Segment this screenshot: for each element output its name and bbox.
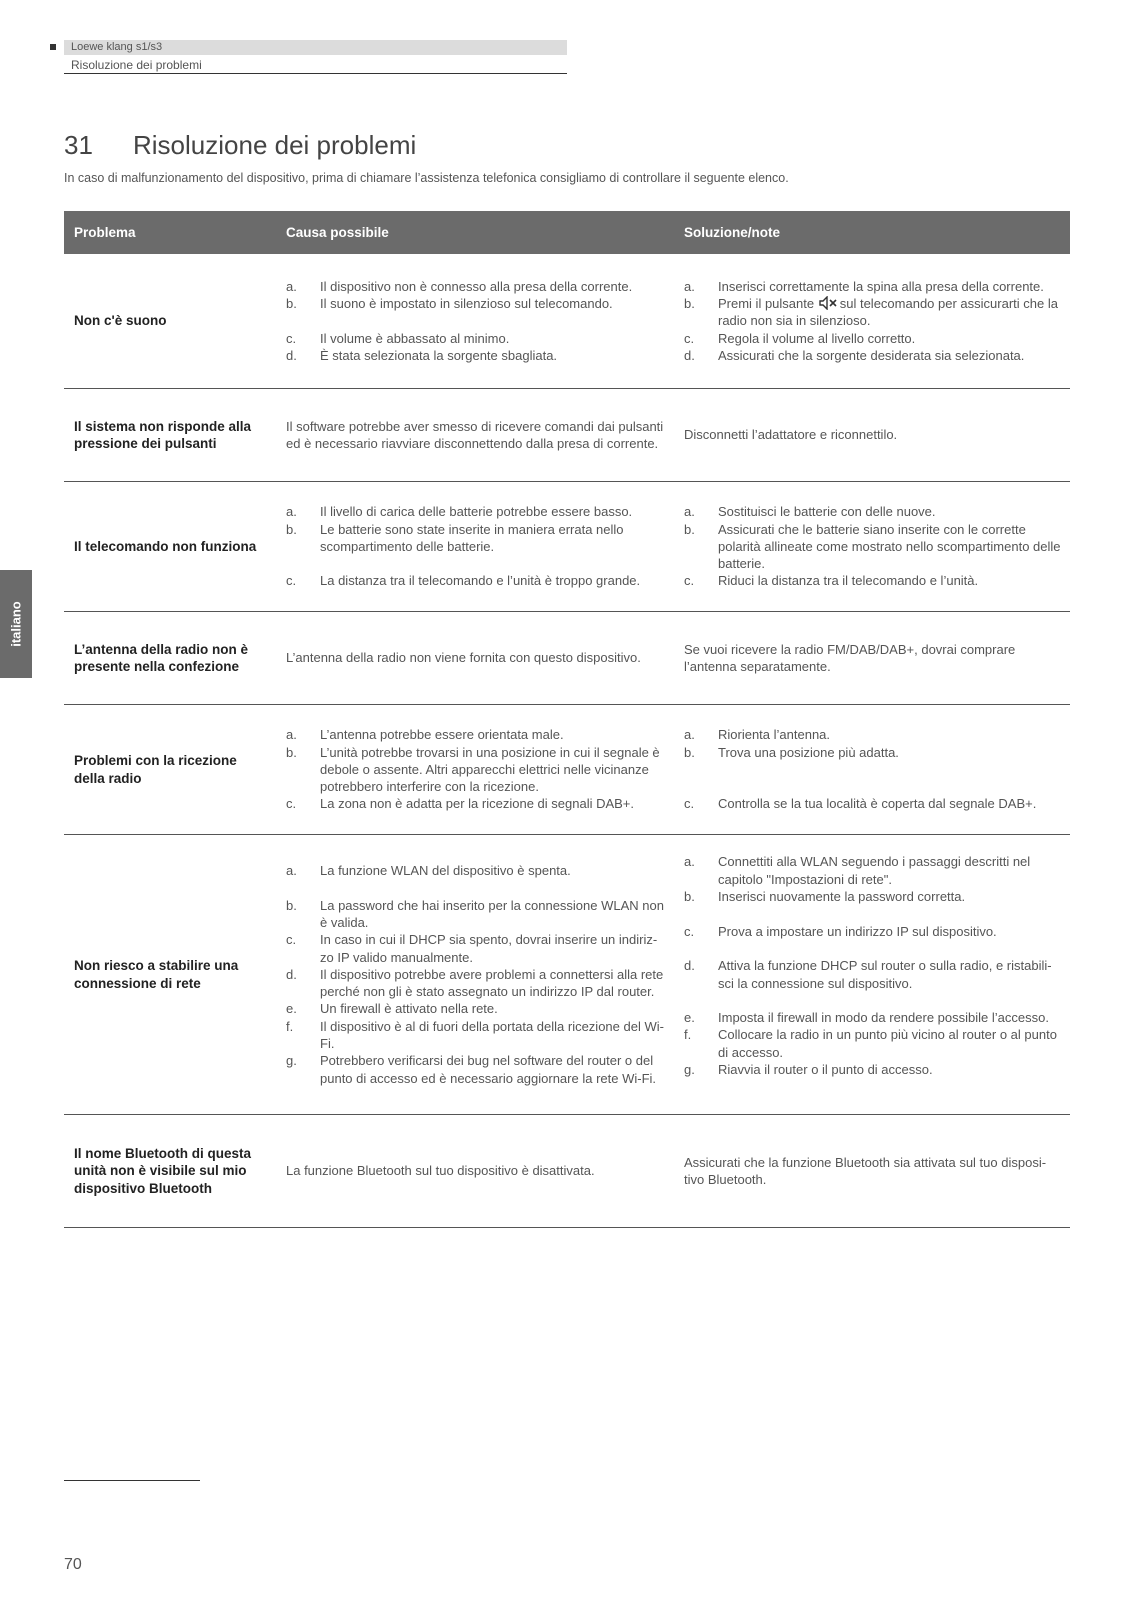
list-item	[286, 1052, 664, 1087]
list-item-label: e.	[684, 1010, 695, 1026]
list-item	[286, 795, 664, 812]
list-item	[286, 330, 664, 347]
list-item-text: Riorienta l’antenna.	[718, 727, 831, 743]
cause-cell	[286, 254, 664, 388]
list-item	[684, 1009, 1064, 1026]
list-item-label: b.	[684, 889, 695, 905]
list-spacer	[684, 778, 1064, 795]
list-spacer	[684, 905, 1064, 922]
list-item-text: Controlla se la tua località è coperta dal segnale DAB+.	[718, 796, 1037, 812]
solution-cell	[684, 389, 1064, 481]
list-item	[286, 347, 664, 364]
list-item-label: f.	[684, 1027, 692, 1043]
table-row	[64, 705, 1070, 835]
language-tab	[0, 570, 32, 678]
list-item-text: Il dispositivo potrebbe avere problemi a connettersi alla rete perché non gli è stato assegnato un indirizzo IP dal router.	[320, 966, 664, 1000]
list-item-text: Un firewall è attivato nella rete.	[320, 1001, 498, 1017]
header-section: Risoluzione dei problemi	[71, 58, 202, 72]
column-header-solution: Soluzione/note	[684, 225, 780, 240]
list-item	[684, 347, 1064, 364]
cause-cell	[286, 389, 664, 481]
list-item-label: a.	[286, 727, 297, 743]
troubleshooting-table	[64, 211, 1070, 1228]
cause-cell	[286, 705, 664, 834]
list-item	[286, 503, 664, 520]
list-item-text: Riduci la distanza tra il telecomando e l’unità.	[718, 573, 979, 589]
item-list	[684, 726, 1064, 812]
list-item	[684, 1026, 1064, 1061]
list-item-label: a.	[286, 278, 297, 294]
list-item	[286, 1018, 664, 1053]
list-item-label: a.	[684, 504, 695, 520]
problem-text: L’antenna della radio non è presente nella confezione	[74, 641, 249, 674]
list-item	[684, 853, 1064, 888]
table-row	[64, 612, 1070, 705]
list-item-text: Connettiti alla WLAN seguendo i passaggi descritti nel capitolo "Impostazioni di rete".	[718, 854, 1031, 887]
list-spacer	[286, 312, 664, 329]
column-header-cause: Causa possibile	[286, 225, 389, 240]
list-item-text: Prova a impostare un indirizzo IP sul dispositivo.	[718, 923, 997, 939]
solution-cell	[684, 612, 1064, 704]
solution-cell	[684, 835, 1064, 1114]
list-item-label: a.	[286, 863, 297, 879]
chapter-title: Risoluzione dei problemi	[133, 130, 417, 160]
list-item	[684, 744, 1064, 761]
list-item-text: È stata selezionata la sorgente sbagliata.	[320, 347, 558, 363]
item-list	[684, 503, 1064, 589]
list-item-text	[718, 295, 1064, 330]
list-item-label: g.	[286, 1053, 297, 1069]
page-number: 70	[64, 1556, 82, 1573]
list-item-text: Trova una posizione più adatta.	[718, 744, 899, 760]
list-item	[286, 897, 664, 932]
list-item	[286, 744, 664, 796]
list-item-text: Assicurati che le batterie siano inserite con le corrette polarità allineate come mostrato nello scompartimento delle batterie.	[718, 521, 1061, 572]
list-item	[684, 295, 1064, 330]
problem-cell	[74, 1115, 266, 1227]
solution-cell	[684, 254, 1064, 388]
list-item-label: f.	[286, 1018, 294, 1034]
list-item-label: b.	[684, 744, 695, 760]
list-spacer	[684, 1078, 1064, 1095]
list-item-text: La zona non è adatta per la ricezione di segnali DAB+.	[320, 796, 635, 812]
cause-cell	[286, 835, 664, 1114]
list-item	[684, 888, 1064, 905]
list-item-label: g.	[684, 1061, 695, 1077]
list-item	[286, 572, 664, 589]
cause-cell	[286, 1115, 664, 1227]
list-item	[684, 1061, 1064, 1078]
list-item-text: L’unità potrebbe trovarsi in una posizione in cui il segnale è debole o assente. Altri apparecchi elettrici nelle vicinanze potrebbero interferire con la ricezione.	[320, 744, 660, 795]
table-row	[64, 835, 1070, 1115]
list-item	[286, 862, 664, 879]
list-item-text: La funzione WLAN del dispositivo è spenta.	[320, 863, 571, 879]
list-item-label: c.	[286, 796, 297, 812]
list-item	[684, 957, 1064, 992]
table-row	[64, 389, 1070, 482]
item-list	[286, 278, 664, 364]
item-list	[286, 862, 664, 1087]
list-spacer	[286, 555, 664, 572]
list-item-text: Il dispositivo non è connesso alla presa della corrente.	[320, 278, 633, 294]
list-item-label: c.	[286, 932, 297, 948]
list-item	[286, 966, 664, 1001]
list-item-label: b.	[286, 897, 297, 913]
list-item-label: b.	[684, 521, 695, 537]
list-item-text: Le batterie sono state inserite in maniera errata nello scompartimento delle batterie.	[320, 521, 624, 554]
item-list	[286, 503, 664, 589]
list-item-text: Attiva la funzione DHCP sul router o sulla radio, e ristabili-sci la connessione sul dispositivo.	[718, 958, 1052, 991]
list-item-text: Regola il volume al livello corretto.	[718, 330, 916, 346]
list-item-label: b.	[684, 296, 695, 312]
list-item-label: d.	[684, 958, 695, 974]
list-item	[684, 503, 1064, 520]
list-item-label: e.	[286, 1001, 297, 1017]
problem-cell	[74, 389, 266, 481]
list-item	[684, 923, 1064, 940]
list-item-text: Imposta il firewall in modo da rendere possibile l’accesso.	[718, 1010, 1049, 1026]
solution-cell	[684, 705, 1064, 834]
list-item-label: c.	[684, 573, 695, 589]
list-item-label: c.	[684, 330, 695, 346]
list-item	[286, 726, 664, 743]
cause-cell	[286, 482, 664, 611]
list-item	[684, 521, 1064, 573]
list-item-label: b.	[286, 296, 297, 312]
table-header	[64, 211, 1070, 254]
table-row	[64, 482, 1070, 612]
list-item-text: Riavvia il router o il punto di accesso.	[718, 1061, 933, 1077]
problem-text: Problemi con la ricezione della radio	[74, 753, 237, 786]
mute-icon	[818, 296, 838, 310]
list-item	[286, 521, 664, 556]
item-list	[684, 278, 1064, 364]
header-product: Loewe klang s1/s3	[71, 41, 163, 53]
cause-text: Il software potrebbe aver smesso di ricevere comandi dai pulsanti ed è necessario riavviare disconnettendo dalla presa di corrente.	[286, 418, 664, 451]
list-item	[684, 726, 1064, 743]
column-header-problem: Problema	[74, 225, 136, 240]
list-item	[684, 572, 1064, 589]
solution-cell	[684, 482, 1064, 611]
list-item-text: Inserisci nuovamente la password corretta.	[718, 889, 966, 905]
list-spacer	[684, 761, 1064, 778]
problem-cell	[74, 482, 266, 611]
list-item-label: a.	[286, 504, 297, 520]
list-item-label: d.	[684, 347, 695, 363]
list-item-label: c.	[286, 330, 297, 346]
list-item-text: Potrebbero verificarsi dei bug nel software del router o del punto di accesso ed è necessario aggiornare la rete Wi-Fi.	[320, 1053, 657, 1086]
intro-text: In caso di malfunzionamento del dispositivo, prima di chiamare l’assistenza telefonica consigliamo di controllare il seguente elenco.	[64, 171, 789, 185]
list-item-label: b.	[286, 521, 297, 537]
list-item-text: Inserisci correttamente la spina alla presa della corrente.	[718, 278, 1044, 294]
problem-cell	[74, 835, 266, 1114]
list-item-label: b.	[286, 744, 297, 760]
solution-text: Assicurati che la funzione Bluetooth sia attivata sul tuo disposi-tivo Bluetooth.	[684, 1154, 1047, 1187]
item-list	[684, 853, 1064, 1095]
list-item-label: a.	[684, 854, 695, 870]
chapter-number: 31	[64, 130, 93, 160]
list-item-text: Il volume è abbassato al minimo.	[320, 330, 510, 346]
list-item	[286, 931, 664, 966]
header-bullet	[50, 44, 56, 50]
problem-cell	[74, 705, 266, 834]
problem-text: Non riesco a stabilire una connessione di rete	[74, 958, 239, 991]
list-spacer	[684, 940, 1064, 957]
problem-text: Il sistema non risponde alla pressione dei pulsanti	[74, 418, 252, 451]
list-item	[286, 278, 664, 295]
language-tab-label: italiano	[8, 601, 24, 647]
problem-text: Non c'è suono	[74, 313, 167, 329]
cause-cell	[286, 612, 664, 704]
list-item-text-before: Premi il pulsante	[718, 296, 815, 312]
list-item-text: Il livello di carica delle batterie potrebbe essere basso.	[320, 504, 633, 520]
list-item	[684, 795, 1064, 812]
solution-text: Se vuoi ricevere la radio FM/DAB/DAB+, dovrai comprare l’antenna separatamente.	[684, 641, 1016, 674]
list-item-text: Sostituisci le batterie con delle nuove.	[718, 504, 936, 520]
list-spacer	[684, 992, 1064, 1009]
list-item-text: Il suono è impostato in silenzioso sul telecomando.	[320, 296, 613, 312]
list-item	[684, 278, 1064, 295]
cause-text: La funzione Bluetooth sul tuo dispositivo è disattivata.	[286, 1163, 595, 1179]
list-item-text: L’antenna potrebbe essere orientata male.	[320, 727, 564, 743]
problem-cell	[74, 254, 266, 388]
list-item-label: c.	[286, 573, 297, 589]
list-item-label: a.	[684, 727, 695, 743]
list-item-text: Il dispositivo è al di fuori della portata della ricezione del Wi-Fi.	[320, 1018, 664, 1052]
header-rule	[64, 73, 567, 74]
solution-text: Disconnetti l’adattatore e riconnettilo.	[684, 427, 898, 443]
list-item-label: c.	[684, 796, 695, 812]
solution-cell	[684, 1115, 1064, 1227]
problem-text: Il nome Bluetooth di questa unità non è visibile sul mio dispositivo Bluetooth	[74, 1145, 252, 1196]
footnote-rule	[64, 1480, 200, 1481]
list-item	[286, 295, 664, 312]
list-item-text: Assicurati che la sorgente desiderata sia selezionata.	[718, 347, 1025, 363]
list-item-label: d.	[286, 347, 297, 363]
list-item-label: c.	[684, 923, 695, 939]
list-item-text: La password che hai inserito per la connessione WLAN non è valida.	[320, 897, 664, 930]
problem-cell	[74, 612, 266, 704]
table-body	[64, 254, 1070, 1228]
item-list	[286, 726, 664, 812]
list-item-label: d.	[286, 966, 297, 982]
list-item-text: La distanza tra il telecomando e l’unità è troppo grande.	[320, 573, 641, 589]
list-item-text: In caso in cui il DHCP sia spento, dovrai inserire un indiriz-zo IP valido manualmente.	[320, 932, 658, 965]
table-row	[64, 1115, 1070, 1228]
list-item-text: Collocare la radio in un punto più vicino al router o al punto di accesso.	[718, 1027, 1057, 1060]
list-spacer	[286, 879, 664, 896]
cause-text: L’antenna della radio non viene fornita con questo dispositivo.	[286, 650, 641, 666]
list-item-text-after: sul telecomando per assicurarti che la radio non sia in silenzioso.	[718, 296, 1058, 329]
list-item-label: a.	[684, 278, 695, 294]
list-item	[684, 330, 1064, 347]
problem-text: Il telecomando non funziona	[74, 538, 257, 554]
table-row	[64, 254, 1070, 389]
list-item	[286, 1000, 664, 1017]
